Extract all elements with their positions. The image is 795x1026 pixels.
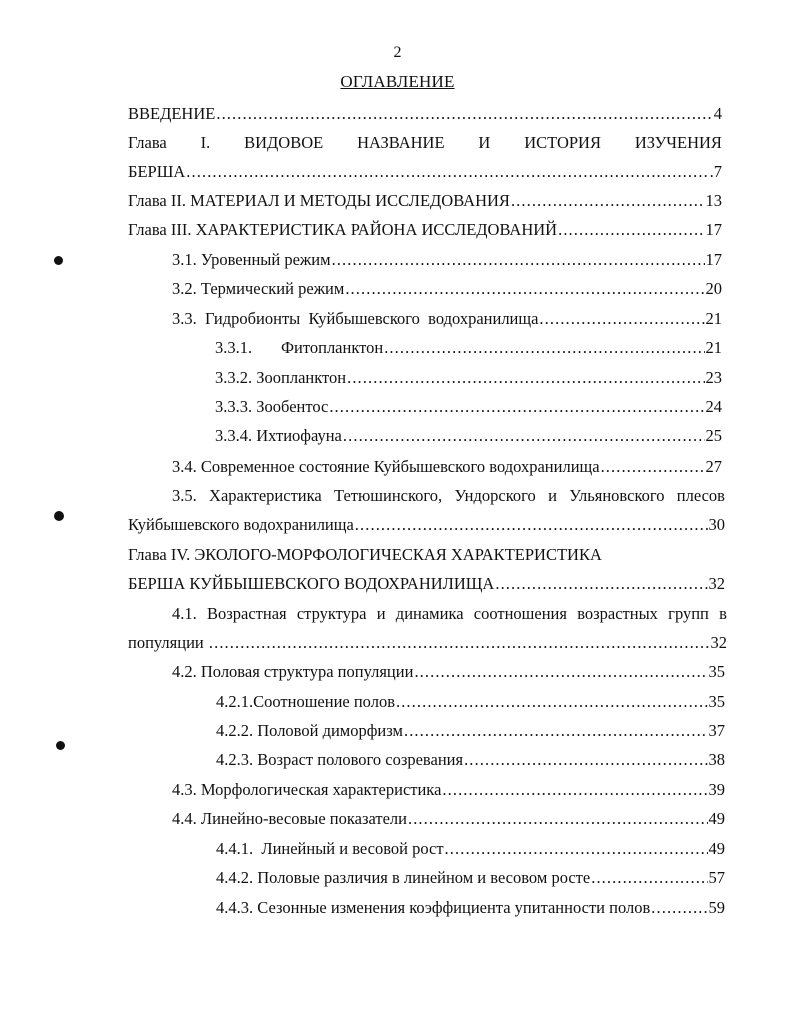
toc-entry-text: 3.3.1. Фитопланктон (215, 338, 384, 357)
dot-leader (329, 394, 704, 420)
toc-entry-text: 3.3. Гидробионты Куйбышевского водохранилища (172, 309, 539, 328)
toc-word: и (376, 604, 386, 623)
toc-entry-text: ВВЕДЕНИЕ (128, 104, 216, 123)
toc-entry-page: 17 (705, 250, 722, 269)
dot-leader (442, 777, 707, 803)
toc-entry-3-5-line-1 (0, 483, 795, 509)
toc-entry-3-3-1 (0, 335, 795, 361)
toc-entry-introduction (0, 101, 795, 127)
toc-entry-text: 3.1. Уровенный режим (172, 250, 331, 269)
toc-entry-page: 20 (705, 279, 722, 298)
toc-entry-page: 38 (708, 750, 725, 769)
toc-word: 3.5. (172, 486, 197, 505)
toc-entry-page: 35 (708, 692, 725, 711)
toc-entry-page: 49 (708, 809, 725, 828)
toc-entry-page: 13 (705, 191, 722, 210)
toc-entry-chapter-1-line-2 (0, 159, 795, 185)
dot-leader (558, 217, 704, 243)
dot-leader (495, 571, 707, 597)
toc-word: И (478, 133, 491, 152)
toc-entry-text: популяции (128, 633, 208, 652)
toc-entry-3-2 (0, 276, 795, 302)
dot-leader (601, 454, 705, 480)
toc-entry-text: 4.2. Половая структура популяции (172, 662, 414, 681)
toc-entry-4-2-2 (0, 718, 795, 744)
toc-word: и (548, 486, 557, 505)
toc-word: Характеристика (209, 486, 322, 505)
toc-entry-3-1 (0, 247, 795, 273)
toc-entry-page: 32 (708, 574, 725, 593)
toc-entry-text: БЕРША (128, 162, 186, 181)
toc-entry-page: 4 (713, 104, 722, 123)
toc-entry-4-4-3 (0, 895, 795, 921)
toc-entry-page: .7 (709, 162, 722, 181)
dot-leader (355, 512, 708, 538)
dot-leader (591, 865, 707, 891)
toc-entry-4-2 (0, 659, 795, 685)
toc-entry-text: 4.2.2. Половой диморфизм (216, 721, 403, 740)
punch-hole-mark (54, 256, 63, 265)
toc-entry-page: 35 (708, 662, 725, 681)
toc-entry-text: 4.2.1.Соотношение полов (216, 692, 395, 711)
toc-word: групп (668, 604, 709, 623)
toc-entry-4-2-1 (0, 689, 795, 715)
toc-entry-3-5-line-2 (0, 512, 795, 538)
toc-word: Возрастная (206, 604, 287, 623)
dot-leader (384, 335, 704, 361)
dot-leader (209, 630, 710, 656)
page-number: 2 (393, 44, 402, 61)
toc-entry-page: 23 (705, 368, 722, 387)
dot-leader (408, 806, 708, 832)
punch-hole-mark (54, 511, 64, 521)
toc-word: Ундорского (454, 486, 536, 505)
toc-word: ИЗУЧЕНИЯ (634, 133, 722, 152)
toc-entry-text: 4.4.1. Линейный и весовой рост (216, 839, 444, 858)
dot-leader (511, 188, 705, 214)
toc-entry-page: 17 (705, 220, 722, 239)
toc-entry-text: 4.2.3. Возраст полового созревания (216, 750, 464, 769)
toc-entry-text: 3.3.4. Ихтиофауна (215, 426, 342, 445)
dot-leader (347, 365, 704, 391)
toc-entry-4-1-line-1 (0, 601, 795, 627)
toc-word: в (719, 604, 727, 623)
toc-entry-page: 25 (705, 426, 722, 445)
dot-leader (396, 689, 708, 715)
toc-entry-page: 49 (708, 839, 725, 858)
dot-leader (345, 276, 704, 302)
toc-word: I. (200, 133, 211, 152)
toc-entry-text: 3.2. Термический режим (172, 279, 345, 298)
toc-entry-4-3 (0, 777, 795, 803)
toc-word: соотношения (473, 604, 567, 623)
toc-entry-page: 27 (705, 457, 722, 476)
toc-entry-page: 21 (705, 309, 722, 328)
toc-word: Глава (128, 133, 167, 152)
toc-entry-page: 30 (708, 515, 725, 534)
dot-leader (651, 895, 707, 921)
toc-entry-page: 57 (708, 868, 725, 887)
dot-leader (445, 836, 708, 862)
toc-word: динамика (395, 604, 464, 623)
toc-entry-text: Глава II. МАТЕРИАЛ И МЕТОДЫ ИССЛЕДОВАНИЯ (128, 191, 510, 210)
toc-entry-page: 21 (705, 338, 722, 357)
toc-title: ОГЛАВЛЕНИЕ (340, 72, 455, 91)
toc-entry-text: 3.3.2. Зоопланктон (215, 368, 347, 387)
dot-leader (414, 659, 707, 685)
toc-word: ВИДОВОЕ (244, 133, 324, 152)
toc-entry-page: 32 (710, 633, 727, 652)
toc-entry-chapter-4-line-2 (0, 571, 795, 597)
toc-entry-3-4 (0, 454, 795, 480)
toc-entry-chapter-2 (0, 188, 795, 214)
toc-entry-text: 4.4.3. Сезонные изменения коэффициента упитанности полов (216, 898, 651, 917)
toc-entry-chapter-3 (0, 217, 795, 243)
toc-entry-3-3-2 (0, 365, 795, 391)
toc-word: возрастных (577, 604, 658, 623)
toc-entry-text: БЕРША КУЙБЫШЕВСКОГО ВОДОХРАНИЛИЩА (128, 574, 495, 593)
toc-entry-text: 3.3.3. Зообентос (215, 397, 329, 416)
toc-entry-chapter-1-line-1 (0, 130, 795, 156)
toc-entry-page: 39 (708, 780, 725, 799)
dot-leader (216, 101, 712, 127)
toc-entry-text: Глава III. ХАРАКТЕРИСТИКА РАЙОНА ИССЛЕДОВАНИЙ (128, 220, 558, 239)
toc-word: 4.1. (172, 604, 197, 623)
toc-entry-4-4-1 (0, 836, 795, 862)
dot-leader (539, 306, 704, 332)
toc-entry-3-3-4 (0, 423, 795, 449)
toc-word: НАЗВАНИЕ (357, 133, 445, 152)
toc-entry-text: 3.4. Современное состояние Куйбышевского водохранилища (172, 457, 600, 476)
toc-entry-text: Куйбышевского водохранилища (128, 515, 354, 534)
toc-entry-3-3 (0, 306, 795, 332)
dot-leader (404, 718, 708, 744)
dot-leader (186, 159, 708, 185)
toc-entry-3-3-3 (0, 394, 795, 420)
toc-entry-text: 4.4. Линейно-весовые показатели (172, 809, 407, 828)
toc-entry-text: Глава IV. ЭКОЛОГО-МОРФОЛОГИЧЕСКАЯ ХАРАКТЕРИСТИКА (128, 545, 602, 564)
toc-entry-4-4-2 (0, 865, 795, 891)
toc-entry-4-4 (0, 806, 795, 832)
toc-word: Тетюшинского, (334, 486, 443, 505)
toc-entry-page: 37 (708, 721, 725, 740)
toc-entry-page: 24 (705, 397, 722, 416)
dot-leader (464, 747, 707, 773)
toc-entry-chapter-4-line-1 (0, 542, 795, 568)
toc-entry-page: 59 (708, 898, 725, 917)
toc-word: ИСТОРИЯ (524, 133, 601, 152)
toc-word: плесов (676, 486, 725, 505)
dot-leader (332, 247, 705, 273)
toc-entry-4-1-line-2 (0, 630, 795, 656)
punch-hole-mark (56, 741, 65, 750)
dot-leader (343, 423, 705, 449)
toc-entry-4-2-3 (0, 747, 795, 773)
toc-entry-text: 4.3. Морфологическая характеристика (172, 780, 442, 799)
toc-word: структура (296, 604, 367, 623)
toc-entry-text: 4.4.2. Половые различия в линейном и весовом росте (216, 868, 591, 887)
toc-word: Ульяновского (569, 486, 665, 505)
